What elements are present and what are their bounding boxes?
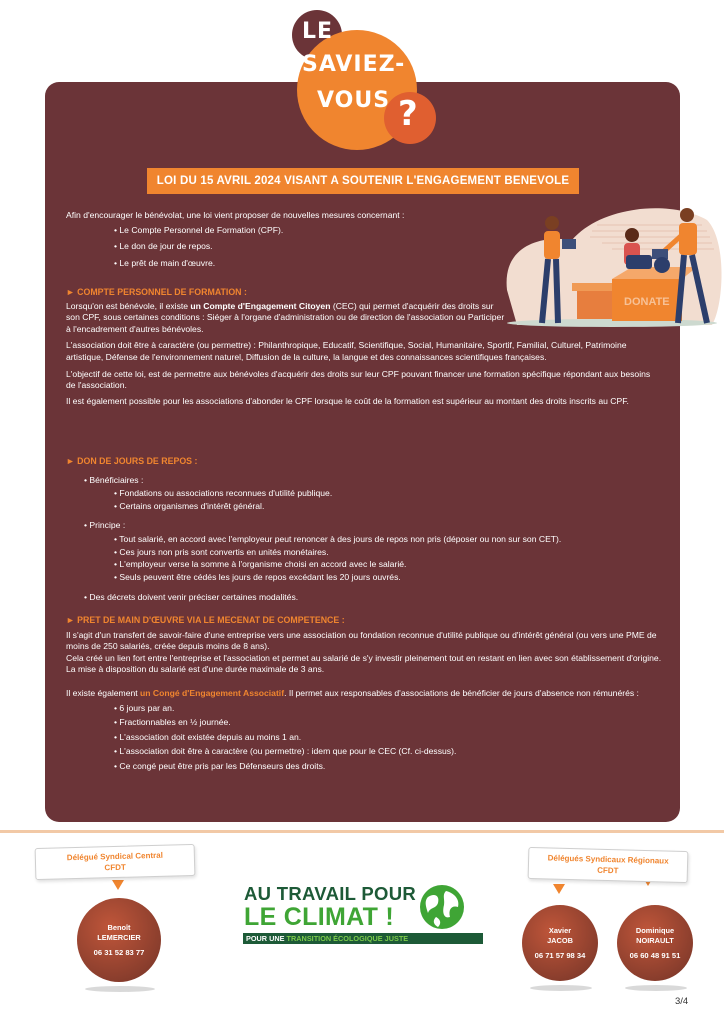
arrow-down-icon [553,884,565,894]
list-item: • Fractionnables en ½ journée. [114,717,231,728]
circle-shadow [85,986,155,992]
cpf-paragraph-3: L'objectif de cette loi, est de permettre aux bénévoles d'acquérir des droits sur leur CPF pouvant financer une formation spécifique répondant aux besoins de l'association. [66,368,651,391]
cpf-paragraph-2: L'association doit être à caractère (ou permettre) : Philanthropique, Educatif, Scientifique, Social, Humanitaire, Sportif, Familial, Culturel, Patrimoine artistique, Défense de l'environnement naturel, Diffusion de la culture, la langue et des connaissances scientifiques françaises. [66,340,627,362]
pret-paragraph-3: La mise à disposition du salarié est d'une durée maximale de 3 ans. [66,664,325,675]
tag-subtitle: CFDT [597,865,619,876]
delegate-phone: 06 71 57 98 34 [534,950,586,960]
header-saviez: SAVIEZ- [302,52,406,77]
cpf-paragraph-4: Il est également possible pour les associations d'abonder le CPF lorsque le coût de la formation est supérieur au montant des droits inscrits au CPF. [66,395,629,406]
delegate-phone: 06 31 52 83 77 [93,947,145,957]
page-number: 3/4 [675,996,689,1007]
list-item: • 6 jours par an. [114,702,175,713]
tag-subtitle: CFDT [104,862,126,873]
delegate-contact-central [77,898,161,982]
delegate-first-name: Dominique [635,925,675,935]
list-item: • L'association doit être à caractère (ou permettre) : idem que pour le CEC (Cf. ci-dessus). [114,746,457,757]
list-item: • L'association doit existée depuis au moins 1 an. [114,731,302,742]
footer-divider [0,830,724,833]
list-item: • Tout salarié, en accord avec l'employeur peut renoncer à des jours de repos non pris (déposer ou non sur son CET). [114,533,562,544]
header-question-mark: ? [398,94,419,134]
circle-shadow [530,985,592,991]
tag-title: Délégué Syndical Central [66,850,163,863]
delegate-contact-regional [522,905,598,981]
central-delegate-tag [35,844,196,880]
delegate-last-name: JACOB [547,935,573,945]
globe-icon [418,883,466,931]
climate-logo-line2: LE CLIMAT ! [244,903,395,931]
pret-paragraph-2: Cela créé un lien fort entre l'entreprise et l'association et permet au salarié de s'y investir pleinement tout en restant en lien avec son établissement d'origine. [66,652,662,663]
list-item: • Ce congé peut être pris par les Défenseurs des droits. [114,760,326,771]
delegate-last-name: LEMERCIER [97,932,141,942]
page-title: LOI DU 15 AVRIL 2024 VISANT A SOUTENIR L'ENGAGEMENT BENEVOLE [147,168,579,194]
pret-paragraph-4: Il existe également un Congé d'Engagement Associatif. Il permet aux responsables d'associations de bénéficier de jours d'absence non rémunérés : [66,687,639,698]
cpf-paragraph-1: Lorsqu'on est bénévole, il existe un Compte d'Engagement Citoyen (CEC) qui permet d'acquérir des droits sur son CPF, sous certaines conditions : Siéger à l'organe d'administration ou de direction de l'association ou Participer à l'encadrement d'autres bénévoles. [66,300,505,334]
pret-section [66,615,666,773]
decrets-note: • Des décrets doivent venir préciser certaines modalités. [84,592,299,603]
list-item: • Ces jours non pris sont convertis en unités monétaires. [114,546,329,557]
intro-text: Afin d'encourager le bénévolat, une loi vient proposer de nouvelles mesures concernant : [66,210,405,220]
list-item: • Certains organismes d'intérêt général. [114,500,265,511]
circle-shadow [625,985,687,991]
don-heading: ► DON DE JOURS DE REPOS : [66,456,198,466]
regional-delegates-tag [528,847,689,883]
intro-item: • Le prêt de main d'œuvre. [114,257,216,268]
cpf-heading: ► COMPTE PERSONNEL DE FORMATION : [66,287,247,297]
don-section [66,456,656,604]
list-item: • L'employeur verse la somme à l'organisme choisi en accord avec le salarié. [114,559,407,570]
list-item: • Fondations ou associations reconnues d'utilité publique. [114,488,333,499]
arrow-down-icon [112,880,124,890]
intro-section [66,210,496,269]
principe-label: • Principe : [84,520,126,531]
pret-paragraph-1: Il s'agit d'un transfert de savoir-faire d'une entreprise vers une association ou fondation reconnue d'utilité publique ou d'intérêt général (ou vers une PME de moins de 250 salariés, créée depuis moins de 8 ans). [66,629,657,652]
intro-item: • Le don de jour de repos. [114,241,213,252]
header-le: LE [302,19,334,44]
climate-logo-line1: AU TRAVAIL POUR [244,883,417,904]
delegate-phone: 06 60 48 91 51 [629,950,681,960]
header-vous: VOUS [317,88,391,113]
climate-logo-tagline: POUR UNE TRANSITION ÉCOLOGIQUE JUSTE [243,933,483,944]
list-item: • Seuls peuvent être cédés les jours de repos excédant les 20 jours ouvrés. [114,571,401,582]
delegate-last-name: NOIRAULT [636,935,674,945]
beneficiaires-label: • Bénéficiaires : [84,474,144,485]
cpf-section [66,287,656,407]
intro-item: • Le Compte Personnel de Formation (CPF). [114,224,284,235]
tag-title: Délégués Syndicaux Régionaux [547,853,669,866]
delegate-first-name: Benoît [107,922,131,932]
delegate-contact-regional [617,905,693,981]
donate-box-label: DONATE [624,296,670,308]
delegate-first-name: Xavier [548,925,572,935]
pret-heading: ► PRET DE MAIN D'ŒUVRE VIA LE MECENAT DE COMPETENCE : [66,615,345,625]
